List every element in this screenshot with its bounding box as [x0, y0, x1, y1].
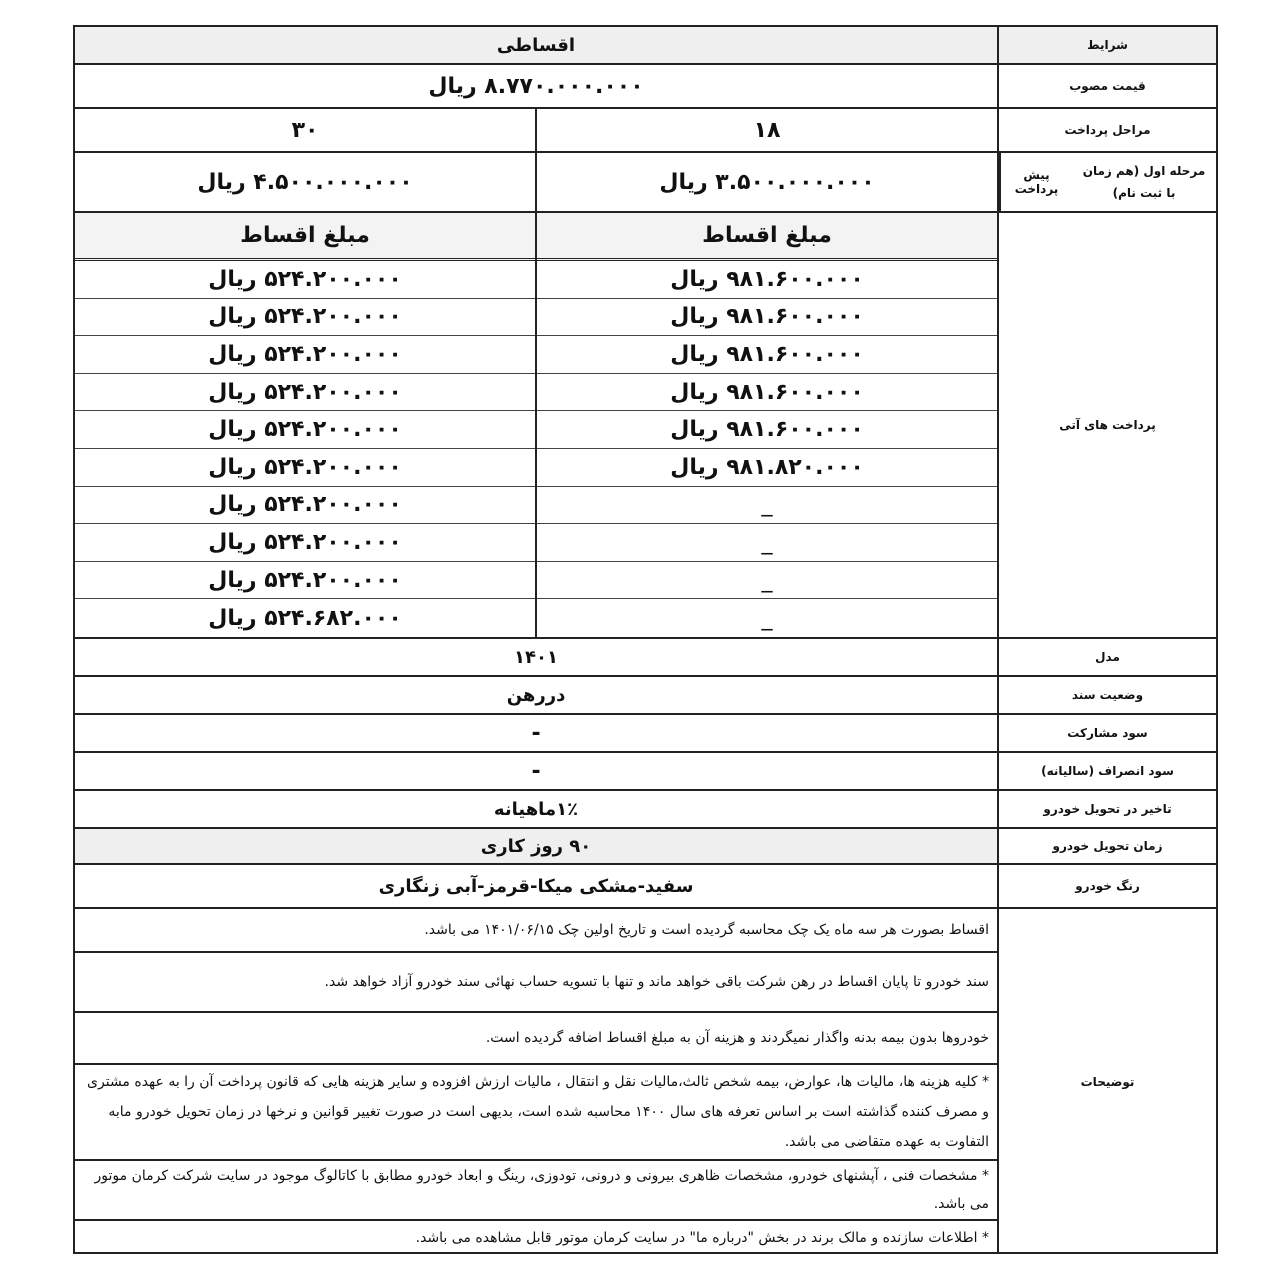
installment-cell: ۵۲۴.۶۸۲.۰۰۰ ریال	[208, 605, 402, 631]
label-delivery-delay: تاخیر در تحویل خودرو	[997, 791, 1216, 827]
installment-cell: ۹۸۱.۶۰۰.۰۰۰ ریال	[537, 299, 997, 337]
note-item: * مشخصات فنی ، آپشنهای خودرو، مشخصات ظاهری بیرونی و درونی، تودوزی، رینگ و ابعاد خودرو مطابق با کاتالوگ موجود در سایت شرکت کرمان موتور می باشد.	[75, 1161, 997, 1221]
installment-cell: ۹۸۱.۶۰۰.۰۰۰ ریال	[537, 261, 997, 299]
label-future-payments: پرداخت های آتی	[997, 213, 1216, 637]
label-color: رنگ خودرو	[997, 865, 1216, 907]
value-delivery-time: ۹۰ روز کاری	[480, 835, 592, 857]
installment-cell: ۵۲۴.۲۰۰.۰۰۰ ریال	[75, 487, 535, 525]
value-price: ۸.۷۷۰.۰۰۰.۰۰۰ ریال	[428, 73, 644, 99]
value-delivery-delay: ۱٪ماهیانه	[493, 798, 579, 820]
note-item: اقساط بصورت هر سه ماه یک چک محاسبه گردیده است و تاریخ اولین چک ۱۴۰۱/۰۶/۱۵ می باشد.	[75, 909, 997, 953]
prepayment-plan-a: ۳.۵۰۰.۰۰۰.۰۰۰ ریال	[535, 153, 997, 211]
label-participation-profit: سود مشارکت	[997, 715, 1216, 751]
row-stages	[75, 109, 1216, 153]
label-price: قیمت مصوب	[997, 65, 1216, 107]
installment-cell: ۵۲۴.۲۰۰.۰۰۰ ریال	[75, 562, 535, 600]
value-participation-profit: -	[531, 720, 541, 746]
row-notes	[75, 909, 1216, 1254]
row-conditions	[75, 27, 1216, 65]
installment-cell: ۵۲۴.۲۰۰.۰۰۰ ریال	[75, 336, 535, 374]
value-model: ۱۴۰۱	[514, 646, 558, 668]
installment-cell: ۹۸۱.۸۲۰.۰۰۰ ریال	[537, 449, 997, 487]
row-participation-profit	[75, 715, 1216, 753]
installment-cell: ۹۸۱.۶۰۰.۰۰۰ ریال	[537, 374, 997, 412]
installment-cell: _	[537, 562, 997, 600]
note-item: * کلیه هزینه ها، مالیات ها، عوارض، بیمه شخص ثالث،مالیات نقل و انتقال ، مالیات ارزش افزوده و سایر هزینه هایی که قانون پرداخت آن را به عهده مشتری و مصرف کننده گذاشته است بر اساس تعرفه های سال ۱۴۰۰ محاسبه شده است، بدیهی است در صورت تغییر قوانین و نرخها در زمان تحویل خودرو مابه التفاوت به عهده متقاضی می باشد.	[75, 1065, 997, 1161]
installment-cell: _	[537, 524, 997, 562]
installments-header-a: مبلغ اقساط	[537, 213, 997, 261]
installments-plan-b	[75, 213, 535, 637]
label-cancellation-profit: سود انصراف (سالیانه)	[997, 753, 1216, 789]
label-notes: توضیحات	[997, 909, 1216, 1254]
row-future-payments	[75, 213, 1216, 639]
prepayment-plan-b: ۴.۵۰۰.۰۰۰.۰۰۰ ریال	[197, 169, 413, 195]
label-delivery-time: زمان تحویل خودرو	[997, 829, 1216, 863]
row-color	[75, 865, 1216, 909]
row-delivery-time	[75, 829, 1216, 865]
installment-cell: ۵۲۴.۲۰۰.۰۰۰ ریال	[75, 524, 535, 562]
label-conditions: شرایط	[997, 27, 1216, 63]
installment-cell: _	[537, 487, 997, 525]
row-prepayment	[75, 153, 1216, 213]
installment-sales-table	[73, 25, 1218, 1254]
installment-cell: _	[761, 605, 773, 631]
label-model: مدل	[997, 639, 1216, 675]
label-prepayment-group	[997, 153, 1216, 211]
notes-list	[75, 909, 997, 1254]
installment-cell: ۵۲۴.۲۰۰.۰۰۰ ریال	[75, 449, 535, 487]
stages-plan-b: ۳۰	[291, 117, 319, 143]
installment-cell: ۹۸۱.۶۰۰.۰۰۰ ریال	[537, 336, 997, 374]
label-stages: مراحل پرداخت	[997, 109, 1216, 151]
value-conditions: اقساطی	[496, 34, 576, 56]
label-prepayment: پیش پرداخت	[999, 153, 1072, 211]
row-cancellation-profit	[75, 753, 1216, 791]
installment-cell: ۵۲۴.۲۰۰.۰۰۰ ریال	[75, 261, 535, 299]
label-document-status: وضعیت سند	[997, 677, 1216, 713]
installments-header-b: مبلغ اقساط	[75, 213, 535, 261]
installment-cell: ۹۸۱.۶۰۰.۰۰۰ ریال	[537, 411, 997, 449]
note-item: خودروها بدون بیمه بدنه واگذار نمیگردند و هزینه آن به مبلغ اقساط اضافه گردیده است.	[75, 1013, 997, 1065]
label-prepayment-stage: مرحله اول (هم زمان با ثبت نام)	[1082, 164, 1206, 200]
row-model	[75, 639, 1216, 677]
installment-cell: ۵۲۴.۲۰۰.۰۰۰ ریال	[75, 411, 535, 449]
installments-plan-a	[535, 213, 997, 637]
installment-cell: ۵۲۴.۲۰۰.۰۰۰ ریال	[75, 374, 535, 412]
note-item: * اطلاعات سازنده و مالک برند در بخش "درباره ما" در سایت کرمان موتور قابل مشاهده می باشد.	[415, 1229, 989, 1246]
row-price	[75, 65, 1216, 109]
value-cancellation-profit: -	[531, 758, 541, 784]
value-color: سفید-مشکی میکا-قرمز-آبی زنگاری	[378, 875, 694, 897]
row-delivery-delay	[75, 791, 1216, 829]
stages-plan-a: ۱۸	[535, 109, 997, 151]
note-item: سند خودرو تا پایان اقساط در رهن شرکت باقی خواهد ماند و تنها با تسویه حساب نهائی سند خودرو آزاد خواهد شد.	[75, 953, 997, 1013]
row-document-status	[75, 677, 1216, 715]
installment-cell: ۵۲۴.۲۰۰.۰۰۰ ریال	[75, 299, 535, 337]
value-document-status: دررهن	[506, 684, 566, 706]
